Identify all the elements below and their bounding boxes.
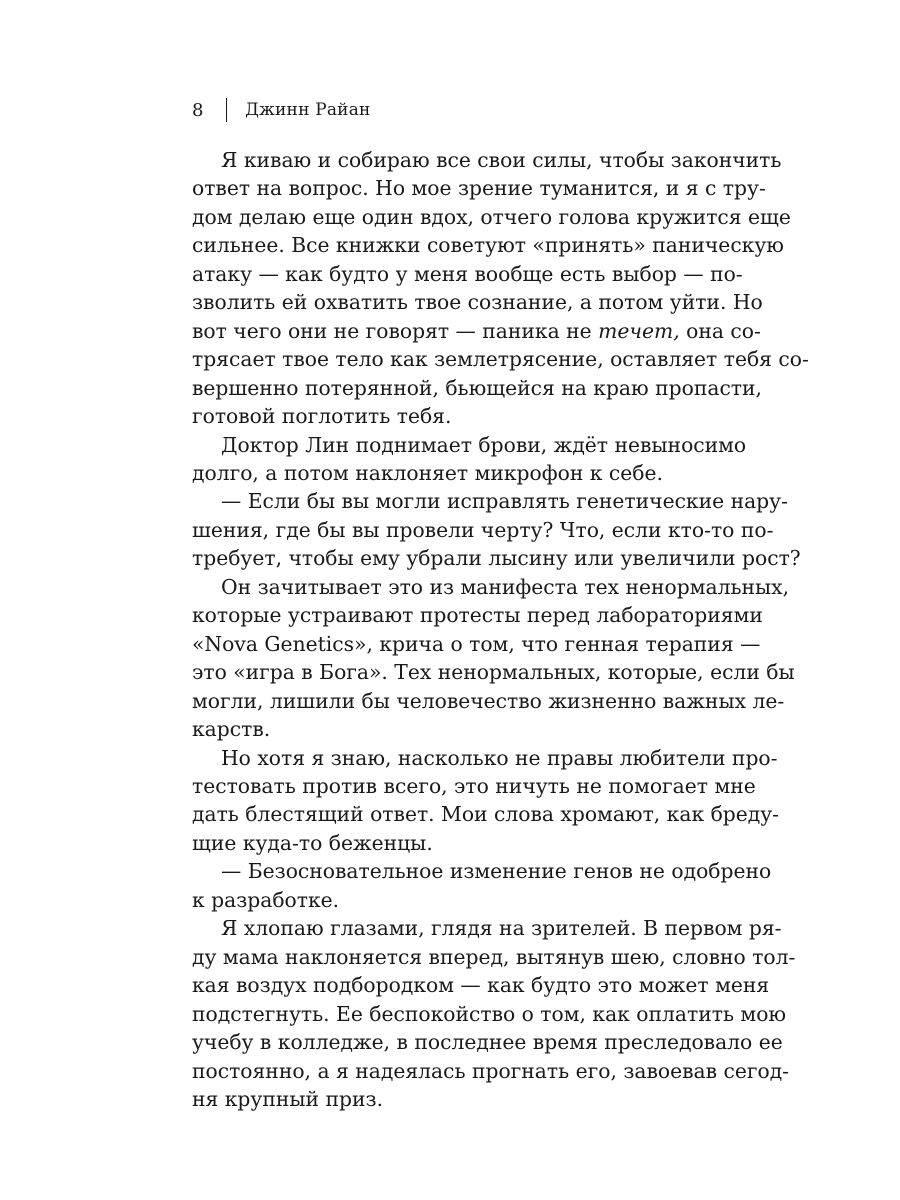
text-line: Я хлопаю глазами, глядя на зрителей. В первом ря- (221, 916, 782, 941)
text-line: трясает твое тело как землетрясение, оставляет тебя со- (192, 347, 809, 372)
text-line: — Безосновательное изменение генов не одобрено (221, 859, 772, 884)
text-line: ня крупный приз. (192, 1086, 384, 1111)
page-number: 8 (192, 99, 204, 121)
text-line: дом делаю еще один вдох, отчего голова кружится еще (192, 204, 791, 229)
text-line: долго, а потом наклоняет микрофон к себе. (192, 460, 663, 485)
text-segment: вот чего они не говорят — паника не (192, 318, 599, 343)
text-line: сильнее. Все книжки советуют «принять» паническую (192, 233, 784, 258)
text-line: Доктор Лин поднимает брови, ждёт невыносимо (221, 432, 747, 457)
text-line: — Если бы вы могли исправлять генетические нару- (221, 489, 788, 514)
text-line: требует, чтобы ему убрали лысину или увеличили рост? (192, 546, 801, 571)
text-line: шения, где бы вы провели черту? Что, если кто-то по- (192, 517, 774, 542)
author-name: Джинн Райан (245, 100, 371, 120)
text-line: постоянно, а я надеялась прогнать его, завоевав сегод- (192, 1058, 790, 1083)
text-line: карств. (192, 717, 271, 742)
italic-word: течет, (598, 318, 680, 343)
text-line: к разработке. (192, 887, 340, 912)
text-line: готовой поглотить тебя. (192, 404, 452, 429)
text-line: «Nova Genetics», крича о том, что генная терапия — (192, 631, 761, 656)
text-segment: она со- (679, 318, 761, 343)
text-line-with-italic (192, 317, 761, 345)
text-line: Он зачитывает это из манифеста тех ненормальных, (221, 574, 790, 599)
text-line: щие куда-то беженцы. (192, 830, 433, 855)
text-line: учебу в колледже, в последнее время преследовало ее (192, 1030, 783, 1055)
text-line: атаку — как будто у меня вообще есть выбор — по- (192, 261, 743, 286)
text-line: ду мама наклоняется вперед, вытянув шею, словно тол- (192, 944, 796, 969)
text-line: ответ на вопрос. Но мое зрение туманится, и я с тру- (192, 176, 766, 201)
text-line: тестовать против всего, это ничуть не помогает мне (192, 773, 756, 798)
text-line: зволить ей охватить твое сознание, а потом уйти. Но (192, 290, 763, 315)
text-line: Но хотя я знаю, насколько не правы любители про- (221, 745, 778, 770)
text-line: которые устраивают протесты перед лабораториями (192, 603, 763, 628)
text-line: это «игра в Бога». Тех ненормальных, которые, если бы (192, 660, 795, 685)
text-line: Я киваю и собираю все свои силы, чтобы закончить (221, 148, 782, 172)
body-text (192, 146, 809, 1113)
text-line: кая воздух подбородком — как будто это может меня (192, 973, 770, 998)
text-line: могли, лишили бы человечество жизненно важных ле- (192, 688, 785, 713)
text-line: дать блестящий ответ. Мои слова хромают, как бреду- (192, 802, 780, 827)
running-head (192, 98, 371, 122)
text-line: вершенно потерянной, бьющейся на краю пропасти, (192, 375, 762, 400)
text-line: подстегнуть. Ее беспокойство о том, как оплатить мою (192, 1001, 787, 1026)
header-divider (226, 98, 228, 122)
